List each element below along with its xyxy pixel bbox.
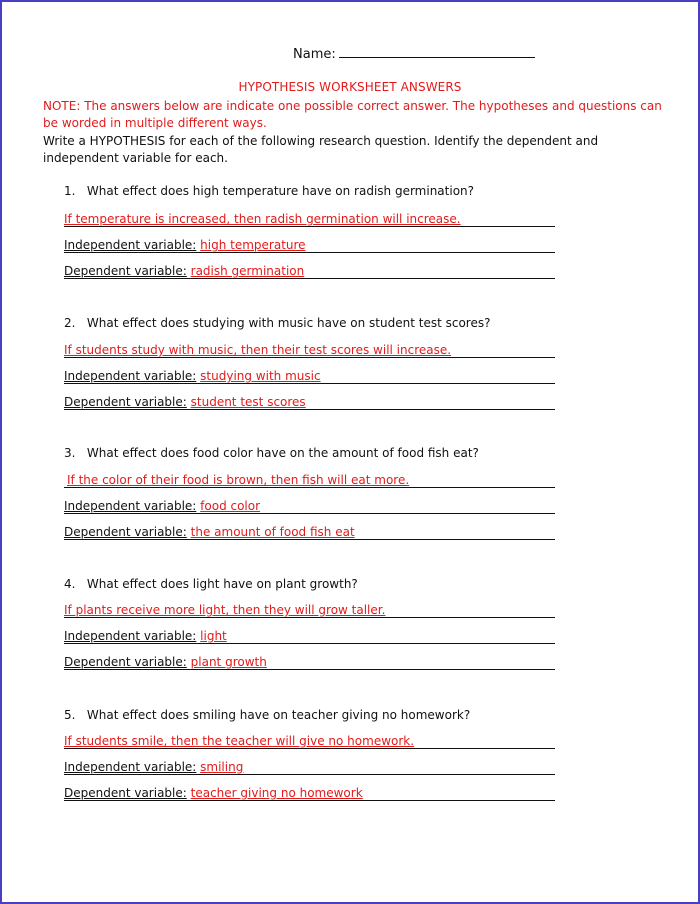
question-text: What effect does high temperature have on radish germination? — [86, 184, 475, 198]
question-5 — [64, 708, 624, 722]
hypothesis-line-5 — [64, 734, 555, 749]
dependent-label: Dependent variable: — [64, 395, 187, 409]
name-field — [293, 44, 535, 62]
independent-line-3 — [64, 499, 555, 514]
independent-answer: food color — [200, 499, 261, 513]
dependent-answer: radish germination — [190, 264, 305, 278]
question-number: 4. — [64, 577, 76, 591]
hypothesis-answer: If students study with music, then their test scores will increase. — [64, 343, 452, 357]
question-2 — [64, 316, 624, 330]
independent-line-4 — [64, 629, 555, 644]
question-text: What effect does food color have on the amount of food fish eat? — [86, 446, 479, 460]
hypothesis-line-4 — [64, 603, 555, 618]
dependent-line-1 — [64, 264, 555, 279]
hypothesis-answer: If the color of their food is brown, then fish will eat more. — [67, 473, 410, 487]
hypothesis-line-1 — [64, 212, 555, 227]
dependent-label: Dependent variable: — [64, 786, 187, 800]
worksheet-title: HYPOTHESIS WORKSHEET ANSWERS — [238, 80, 462, 94]
question-number: 3. — [64, 446, 76, 460]
dependent-label: Dependent variable: — [64, 264, 187, 278]
hypothesis-answer: If plants receive more light, then they will grow taller. — [64, 603, 386, 617]
independent-label: Independent variable: — [64, 760, 197, 774]
independent-answer: light — [200, 629, 227, 643]
question-number: 2. — [64, 316, 76, 330]
independent-answer: studying with music — [200, 369, 321, 383]
independent-label: Independent variable: — [64, 499, 197, 513]
question-text: What effect does light have on plant growth? — [86, 577, 358, 591]
dependent-label: Dependent variable: — [64, 525, 187, 539]
independent-line-5 — [64, 760, 555, 775]
question-1 — [64, 184, 624, 198]
question-text: What effect does smiling have on teacher giving no homework? — [86, 708, 471, 722]
question-number: 5. — [64, 708, 76, 722]
answer-note: NOTE: The answers below are indicate one possible correct answer. The hypotheses and questions can be worded in multiple different ways. — [43, 99, 662, 130]
hypothesis-answer: If students smile, then the teacher will give no homework. — [64, 734, 415, 748]
independent-answer: smiling — [200, 760, 244, 774]
dependent-line-3 — [64, 525, 555, 540]
independent-answer: high temperature — [200, 238, 306, 252]
independent-label: Independent variable: — [64, 238, 197, 252]
dependent-answer: student test scores — [190, 395, 306, 409]
dependent-line-5 — [64, 786, 555, 801]
dependent-answer: the amount of food fish eat — [190, 525, 355, 539]
question-text: What effect does studying with music have on student test scores? — [86, 316, 491, 330]
independent-label: Independent variable: — [64, 369, 197, 383]
dependent-answer: plant growth — [190, 655, 267, 669]
question-4 — [64, 577, 624, 591]
instructions: Write a HYPOTHESIS for each of the following research question. Identify the dependent and independent variable for each. — [43, 134, 599, 165]
dependent-label: Dependent variable: — [64, 655, 187, 669]
dependent-line-2 — [64, 395, 555, 410]
name-label: Name: — [293, 47, 336, 62]
hypothesis-answer: If temperature is increased, then radish germination will increase. — [64, 212, 461, 226]
hypothesis-line-3 — [64, 473, 555, 488]
dependent-line-4 — [64, 655, 555, 670]
hypothesis-line-2 — [64, 343, 555, 358]
independent-label: Independent variable: — [64, 629, 197, 643]
dependent-answer: teacher giving no homework — [190, 786, 363, 800]
question-number: 1. — [64, 184, 76, 198]
question-3 — [64, 446, 624, 460]
independent-line-1 — [64, 238, 555, 253]
independent-line-2 — [64, 369, 555, 384]
name-blank-line — [339, 44, 535, 58]
